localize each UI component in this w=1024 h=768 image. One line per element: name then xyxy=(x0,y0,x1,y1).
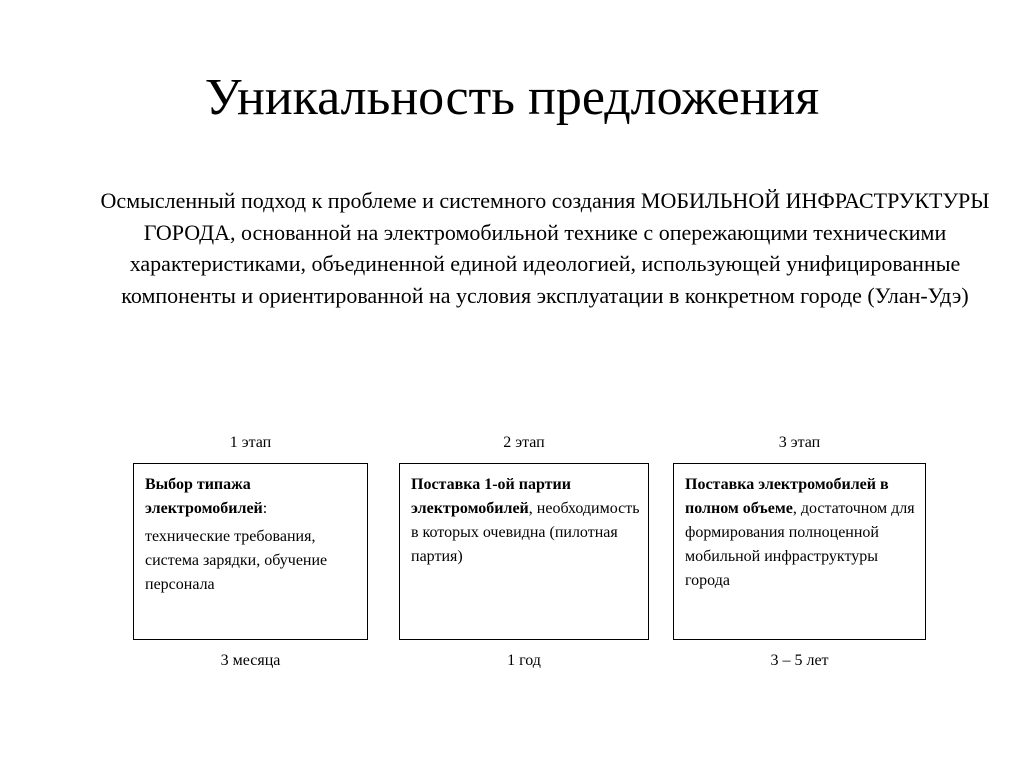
stage-3-heading-suffix: , xyxy=(792,500,797,517)
stage-2-heading: Поставка 1-ой партии электромобилей xyxy=(411,476,571,517)
stage-2-body: необходимость в которых очевидна (пилотная партия) xyxy=(411,500,640,565)
stage-1-heading: Выбор типажа электромобилей xyxy=(145,476,263,517)
stage-2-duration: 1 год xyxy=(507,652,541,669)
stage-3-heading: Поставка электромобилей в полном объеме xyxy=(685,476,889,517)
stage-3-body: достаточном для формирования полноценной мобильной инфраструктуры города xyxy=(685,500,915,589)
stage-2-label: 2 этап xyxy=(503,434,545,451)
slide-title: Уникальность предложения xyxy=(204,69,820,126)
stage-1-body: технические требования, система зарядки, обучение персонала xyxy=(145,528,328,593)
stage-1-label: 1 этап xyxy=(229,434,272,451)
stage-2-box xyxy=(399,463,649,640)
stage-1-duration: 3 месяца xyxy=(220,652,281,669)
stage-1-box xyxy=(133,463,368,640)
stage-3-box xyxy=(673,463,926,640)
stage-1-heading-suffix: : xyxy=(262,500,268,517)
stage-2-heading-suffix: , xyxy=(528,500,533,517)
stage-3-duration: 3 – 5 лет xyxy=(770,652,829,669)
intro-paragraph: Осмысленный подход к проблеме и системного создания МОБИЛЬНОЙ ИНФРАСТРУКТУРЫ ГОРОДА, основанной на электромобильной технике с опережающими техническими характеристиками, объединенной единой идеологией, использующей унифицированные компоненты и ориентированной на условия эксплуатации в конкретном городе (Улан-Удэ) xyxy=(100,188,990,308)
stage-3-label: 3 этап xyxy=(778,434,821,451)
